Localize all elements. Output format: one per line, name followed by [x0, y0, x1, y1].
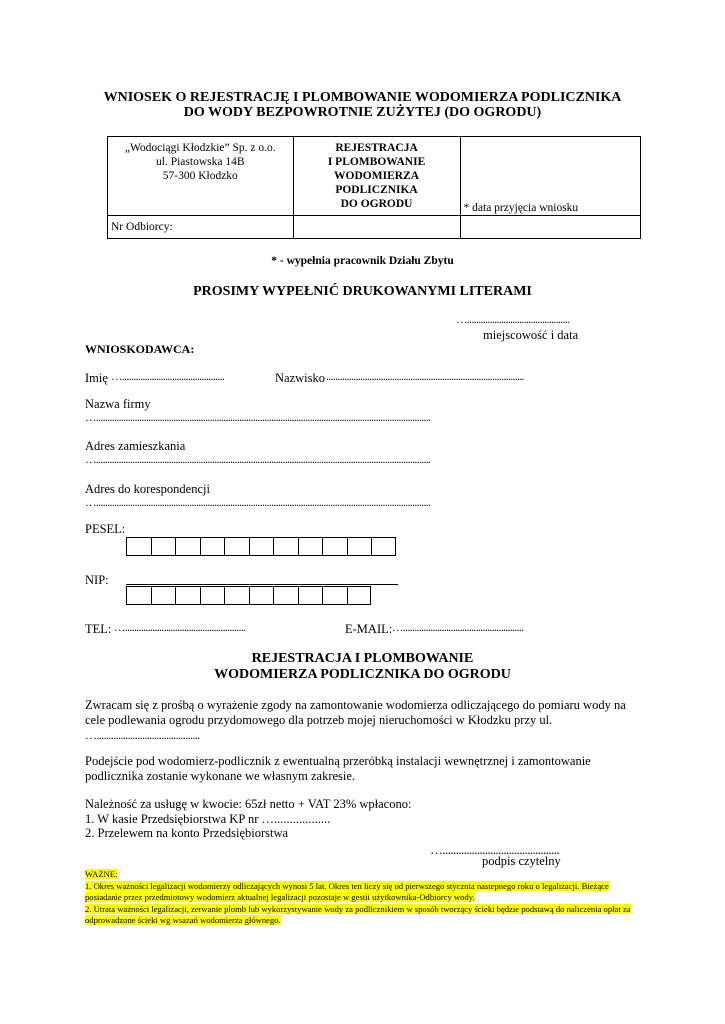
request-paragraph: Zwracam się z prośbą o wyrażenie zgody na zamontowanie wodomierza odliczającego do pomiaru wody na cele podlewania ogrodu przydomowego dla potrzeb mojej nieruchomości w Kłodzku przy ul. — [85, 698, 626, 727]
digit-box[interactable] — [200, 586, 225, 605]
place-date-label: miejscowość i data — [483, 328, 579, 342]
company-label: Nazwa firmy — [85, 397, 151, 411]
nip-top-line — [126, 584, 398, 585]
company-street: ul. Piastowska 14B — [156, 156, 245, 168]
last-name-field[interactable]: ....................................................................................... — [326, 371, 524, 383]
digit-box[interactable] — [200, 537, 225, 556]
document-title-line2: DO WODY BEZPOWROTNIE ZUŻYTEJ (DO OGRODU) — [183, 105, 542, 120]
doc-type-line: I PLOMBOWANIE — [327, 156, 426, 168]
digit-box[interactable] — [347, 586, 372, 605]
date-received-label: * data przyjęcia wniosku — [463, 202, 579, 214]
digit-box[interactable] — [273, 537, 298, 556]
company-city: 57-300 Kłodzko — [162, 170, 238, 182]
company-field[interactable]: …................................................................................................................................................... — [85, 412, 431, 424]
doc-type-line: DO OGRODU — [340, 198, 413, 210]
installation-paragraph: Podejście pod wodomierz-podlicznik z ewentualną przeróbką instalacji wewnętrznej i zamontowanie podlicznika zostanie wykonane we własnym zakresie. — [85, 754, 591, 783]
header-table — [107, 136, 641, 239]
empty-cell — [460, 216, 640, 239]
document-title-line1: WNIOSEK O REJESTRACJĘ I PLOMBOWANIE WODOMIERZA PODLICZNIKA — [103, 90, 622, 105]
customer-number-label: Nr Odbiorcy: — [111, 221, 173, 233]
digit-box[interactable] — [298, 586, 323, 605]
digit-box[interactable] — [224, 537, 249, 556]
signature-label: podpis czytelny — [482, 854, 561, 868]
payment-option-transfer: 2. Przelewem na konto Przedsiębiorstwa — [85, 826, 289, 840]
first-name-field[interactable]: …............................................. — [111, 371, 225, 383]
date-received-cell[interactable] — [460, 137, 640, 216]
important-item-1: 1. Okres ważności legalizacji wodomierzy odliczających wynosi 5 lat. Okres ten liczy się od pierwszego stycznia nastepnego roku o legalizacji. Bieżące posiadanie przez przedmiotowy wodomierz aktualnej legalizacji pozostaje w gestii użytkownika-Odbiorcy wody. — [85, 880, 609, 902]
nip-boxes[interactable] — [126, 586, 371, 605]
digit-box[interactable] — [249, 537, 274, 556]
digit-box[interactable] — [347, 537, 372, 556]
digit-box[interactable] — [322, 586, 347, 605]
fee-line: Należność za usługę w kwocie: 65zł netto + VAT 23% wpłacono: — [85, 797, 412, 811]
digit-box[interactable] — [273, 586, 298, 605]
digit-box[interactable] — [224, 586, 249, 605]
tel-label: TEL: — [85, 622, 112, 636]
customer-number-cell[interactable] — [108, 216, 294, 239]
signature-field[interactable]: …............................................ — [430, 842, 560, 857]
applicant-heading: WNIOSKODAWCA: — [85, 342, 195, 356]
pesel-boxes[interactable] — [126, 537, 396, 556]
company-name: „Wodociągi Kłodzkie” Sp. z o.o. — [124, 142, 276, 154]
doc-type-line: WODOMIERZA — [334, 170, 420, 182]
digit-box[interactable] — [322, 537, 347, 556]
digit-box[interactable] — [298, 537, 323, 556]
correspondence-label: Adres do korespondencji — [85, 482, 210, 496]
digit-box[interactable] — [126, 537, 151, 556]
last-name-label: Nazwisko — [275, 371, 325, 385]
document-type-cell — [293, 137, 460, 216]
email-field[interactable]: …..................................................... — [392, 622, 524, 634]
email-label: E-MAIL: — [345, 622, 393, 636]
company-address-cell — [108, 137, 294, 216]
doc-type-line: PODLICZNIKA — [335, 184, 418, 196]
tel-field[interactable]: …..................................................... — [114, 622, 246, 634]
digit-box[interactable] — [175, 586, 200, 605]
staff-note: * - wypełnia pracownik Działu Zbytu — [271, 255, 454, 267]
digit-box[interactable] — [249, 586, 274, 605]
place-date-field[interactable]: …............................................. — [456, 314, 570, 326]
section-heading-line2: WODOMIERZA PODLICZNIKA DO OGRODU — [214, 667, 511, 682]
important-notes — [85, 869, 645, 927]
digit-box[interactable] — [126, 586, 151, 605]
print-notice: PROSIMY WYPEŁNIĆ DRUKOWANYMI LITERAMI — [193, 284, 532, 299]
payment-option-cash: 1. W kasie Przedsiębiorstwa KP nr ….................. — [85, 812, 331, 826]
pesel-label: PESEL: — [85, 522, 126, 536]
first-name-label: Imię — [85, 371, 108, 385]
street-field[interactable]: …........................................... — [85, 728, 200, 742]
digit-box[interactable] — [151, 586, 176, 605]
important-item-2: 2. Utrata ważności legalizacji, zerwanie plomb lub wykorzystywanie wody za podlicznikiem w sposób tworzący ścieki będzie podstawą do naliczenia opłat za odprowadzone ścieki wg wsazań wodomierza głównego. — [85, 903, 631, 925]
doc-type-line: REJESTRACJA — [335, 142, 418, 154]
digit-box[interactable] — [151, 537, 176, 556]
correspondence-field[interactable]: …................................................................................................................................................... — [85, 497, 431, 509]
address-field[interactable]: …................................................................................................................................................... — [85, 454, 431, 466]
important-heading: WAŻNE: — [85, 869, 118, 879]
nip-label: NIP: — [85, 573, 109, 587]
section-heading-line1: REJESTRACJA I PLOMBOWANIE — [251, 651, 474, 666]
address-label: Adres zamieszkania — [85, 439, 186, 453]
digit-box[interactable] — [175, 537, 200, 556]
empty-cell — [293, 216, 460, 239]
digit-box[interactable] — [371, 537, 396, 556]
